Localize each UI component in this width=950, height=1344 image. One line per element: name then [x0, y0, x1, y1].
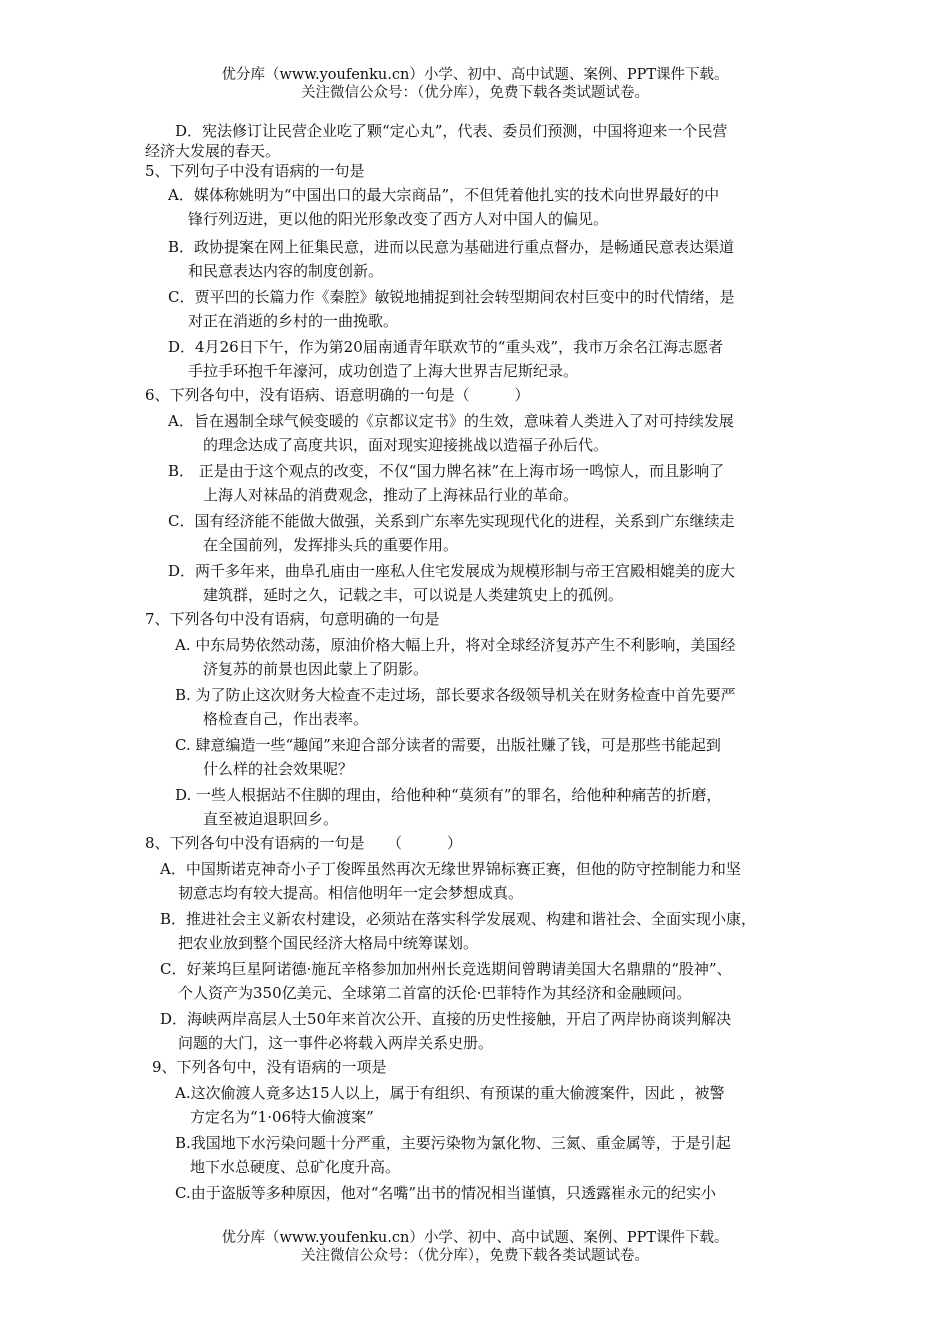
question-5-title: 5、下列句子中没有语病的一句是: [145, 162, 365, 180]
header-line-2: 关注微信公众号：（优分库），免费下载各类试题试卷。: [301, 85, 649, 101]
option-line: 对正在消逝的乡村的一曲挽歌。: [188, 312, 399, 330]
footer-line-1: 优分库（www.youfenku.cn）小学、初中、高中试题、案例、PPT课件下载。: [221, 1230, 729, 1246]
option-line: 建筑群，延时之久，记载之丰，可以说是人类建筑史上的孤例。: [203, 586, 624, 604]
option-line: A．媒体称姚明为“中国出口的最大宗商品”，不但凭着他扎实的技术向世界最好的中: [168, 186, 720, 204]
option-line: 和民意表达内容的制度创新。: [188, 262, 384, 280]
question-9-title: 9、下列各句中，没有语病的一项是: [152, 1058, 387, 1076]
option-line: B. 为了防止这次财务大检查不走过场，部长要求各级领导机关在财务检查中首先要严: [175, 686, 736, 704]
page-footer: [0, 1229, 950, 1265]
option-line: 问题的大门，这一事件必将载入两岸关系史册。: [178, 1034, 494, 1052]
option-line: 上海人对袜品的消费观念，推动了上海袜品行业的革命。: [203, 486, 579, 504]
option-line: D．4月26日下午，作为第20届南通青年联欢节的“重头戏”，我市万余名江海志愿者: [168, 338, 724, 356]
page-header: [0, 66, 950, 102]
option-line: 直至被迫退职回乡。: [203, 810, 339, 828]
option-line: 的理念达成了高度共识，面对现实迎接挑战以造福子孙后代。: [203, 436, 609, 454]
option-line: 个人资产为350亿美元、全球第二首富的沃伦·巴菲特作为其经济和金融顾问。: [178, 984, 692, 1002]
option-line: D. 一些人根据站不住脚的理由，给他种种“莫须有”的罪名，给他种种痛苦的折磨，: [175, 786, 722, 804]
option-line: 经济大发展的春天。: [145, 142, 281, 160]
footer-line-2: 关注微信公众号：（优分库），免费下载各类试题试卷。: [301, 1248, 649, 1264]
option-line: 格检查自己，作出表率。: [203, 710, 369, 728]
option-line: 方定名为“1·06特大偷渡案”: [190, 1108, 374, 1126]
option-line: B.我国地下水污染问题十分严重，主要污染物为氯化物、三氮、重金属等，于是引起: [175, 1134, 731, 1152]
option-line: B．政协提案在网上征集民意，进而以民意为基础进行重点督办，是畅通民意表达渠道: [168, 238, 735, 256]
question-7-title: 7、下列各句中没有语病，句意明确的一句是: [145, 610, 440, 628]
option-line: 济复苏的前景也因此蒙上了阴影。: [203, 660, 429, 678]
question-6-title: 6、下列各句中，没有语病、语意明确的一句是（ ）: [145, 386, 530, 404]
option-line: 什么样的社会效果呢？: [203, 760, 354, 778]
option-line: C．贾平凹的长篇力作《秦腔》敏锐地捕捉到社会转型期间农村巨变中的时代情绪，是: [168, 288, 735, 306]
option-line: D．宪法修订让民营企业吃了颗“定心丸”，代表、委员们预测，中国将迎来一个民营: [175, 122, 728, 140]
question-8-title: 8、下列各句中没有语病的一句是 （ ）: [145, 834, 463, 852]
option-line: C．好莱坞巨星阿诺德·施瓦辛格参加加州州长竞选期间曾聘请美国大名鼎鼎的“股神”、: [160, 960, 732, 978]
option-line: A．中国斯诺克神奇小子丁俊晖虽然再次无缘世界锦标赛正赛，但他的防守控制能力和坚: [160, 860, 741, 878]
option-line: 韧意志均有较大提高。相信他明年一定会梦想成真。: [178, 884, 524, 902]
option-line: A．旨在遏制全球气候变暖的《京都议定书》的生效，意味着人类进入了对可持续发展: [168, 412, 734, 430]
option-line: 在全国前列，发挥排头兵的重要作用。: [203, 536, 459, 554]
option-line: 把农业放到整个国民经济大格局中统筹谋划。: [178, 934, 479, 952]
option-line: A. 中东局势依然动荡，原油价格大幅上升，将对全球经济复苏产生不利影响，美国经: [175, 636, 736, 654]
header-line-1: 优分库（www.youfenku.cn）小学、初中、高中试题、案例、PPT课件下载。: [221, 67, 729, 83]
option-line: D．海峡两岸高层人士50年来首次公开、直接的历史性接触，开启了两岸协商谈判解决: [160, 1010, 732, 1028]
option-line: C.由于盗版等多种原因，他对“名嘴”出书的情况相当谨慎，只透露崔永元的纪实小: [175, 1184, 717, 1202]
option-line: B． 正是由于这个观点的改变，不仅“国力牌名袜”在上海市场一鸣惊人，而且影响了: [168, 462, 725, 480]
option-line: 锋行列迈进，更以他的阳光形象改变了西方人对中国人的偏见。: [188, 210, 609, 228]
option-line: C．国有经济能不能做大做强，关系到广东率先实现现代化的进程，关系到广东继续走: [168, 512, 735, 530]
option-line: D．两千多年来，曲阜孔庙由一座私人住宅发展成为规模形制与帝王宫殿相媲美的庞大: [168, 562, 736, 580]
option-line: B．推进社会主义新农村建设，必须站在落实科学发展观、构建和谐社会、全面实现小康，: [160, 910, 757, 928]
option-line: 手拉手环抱千年濠河，成功创造了上海大世界吉尼斯纪录。: [188, 362, 579, 380]
option-line: 地下水总硬度、总矿化度升高。: [190, 1158, 401, 1176]
option-line: A.这次偷渡人竟多达15人以上，属于有组织、有预谋的重大偷渡案件，因此 ，被警: [175, 1084, 725, 1102]
option-line: C. 肆意编造一些“趣闻”来迎合部分读者的需要，出版社赚了钱，可是那些书能起到: [175, 736, 721, 754]
